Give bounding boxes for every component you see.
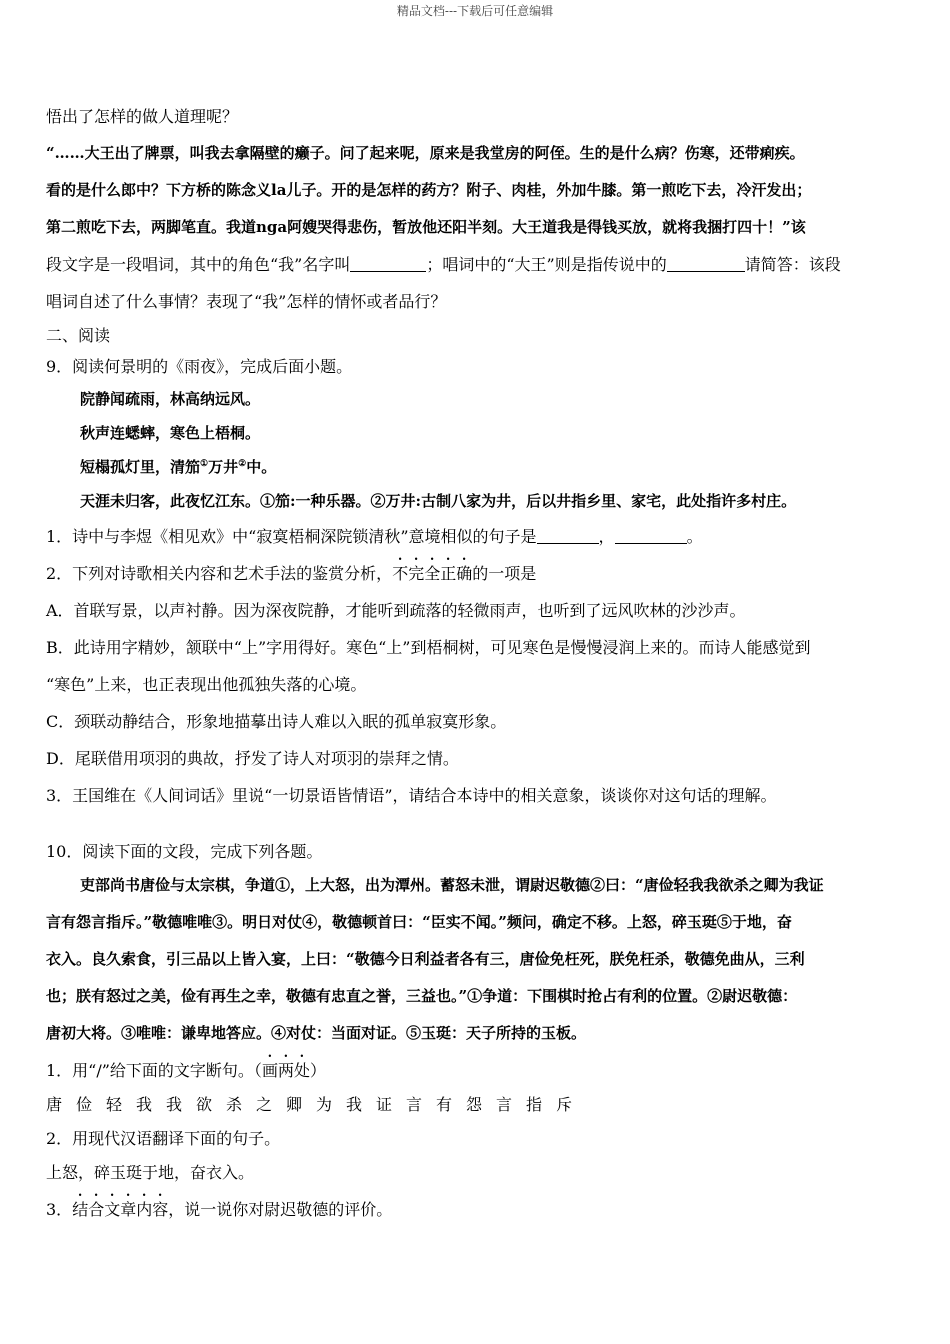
q9-sub1: 1．诗中与李煜《相见欢》中“寂寞梧桐深院锁清秋”意境相似的句子是 ， 。 (46, 527, 703, 546)
spacer (46, 814, 904, 836)
answer-blank-name[interactable] (350, 255, 426, 272)
q9-title: 9．阅读何景明的《雨夜》，完成后面小题。 (46, 357, 353, 376)
intro-question-line-2: 唱词自述了什么事情？表现了“我”怎样的情怀或者品行？ (46, 292, 447, 311)
passage-line-5: 唐初大将。③唯唯：谦卑地答应。④对仗：当面对证。⑤玉珽：天子所持的玉板。 (46, 1024, 587, 1042)
intro-question-line: 段文字是一段唱词，其中的角色“我”名字叫 ；唱词中的“大王”则是指传说中的 请简答：该段 (46, 255, 841, 274)
q10-sub2: 2．用现代汉语翻译下面的句子。 (46, 1129, 281, 1148)
q9-sub3: 3．王国维在《人间词话》里说“一切景语皆情语”，请结合本诗中的相关意象，谈谈你对这句话的理解。 (46, 786, 777, 805)
passage-line-2: 言有怨言指斥。”敬德唯唯③。明日对仗④，敬德顿首曰：“臣实不闻。”频问，确定不移。上怒，碎玉珽⑤于地，奋 (46, 913, 792, 931)
answer-blank-king[interactable] (667, 255, 745, 272)
song-line-1: “……大王出了牌票，叫我去拿隔壁的癞子。问了起来呢，原来是我堂房的阿侄。生的是什么病？伤寒，还带痢疾。 (46, 144, 805, 162)
q10-sub3: 3．结合文章内容，说一说你对尉迟敬德的评价。 (46, 1200, 393, 1219)
song-line-2: 看的是什么郎中？下方桥的陈念义la儿子。开的是怎样的药方？附子、肉桂，外加牛膝。第一煎吃下去，冷汗发出； (46, 181, 812, 199)
option-a: A．首联写景，以声衬静。因为深夜院静，才能听到疏落的轻微雨声，也听到了远风吹林的沙沙声。 (46, 601, 746, 620)
document-body (46, 98, 904, 1225)
option-b: B．此诗用字精妙，颔联中“上”字用得好。寒色“上”到梧桐树，可见寒色是慢慢浸润上来的。而诗人能感觉到 (46, 638, 811, 657)
intro-line: 悟出了怎样的做人道理呢？ (46, 107, 239, 126)
translation-text: 上怒，碎玉珽于地，奋衣入。 (46, 1163, 255, 1182)
q10-title: 10．阅读下面的文段，完成下列各题。 (46, 842, 323, 861)
punctuation-text: 唐俭轻我我欲杀之卿为我证言有怨言指斥 (46, 1095, 587, 1114)
option-d: D．尾联借用项羽的典故，抒发了诗人对项羽的崇拜之情。 (46, 749, 459, 768)
passage-line-1: 吏部尚书唐俭与太宗棋，争道①，上大怒，出为潭州。蓄怒未泄，谓尉迟敬德②曰：“唐俭轻我我欲杀之卿为我证 (80, 876, 824, 894)
passage-line-4: 也；朕有怒过之美，俭有再生之幸，敬德有忠直之誉，三益也。”①争道：下围棋时抢占有利的位置。②尉迟敬德： (46, 987, 798, 1005)
q9-sub2: 2．下列对诗歌相关内容和艺术手法的鉴赏分析，不完全正确的一项是 (46, 564, 537, 583)
poem-line-3: 短榻孤灯里，清笳①万井②中。 (80, 458, 277, 476)
option-c: C．颈联动静结合，形象地描摹出诗人难以入眠的孤单寂寞形象。 (46, 712, 507, 731)
page-header: 精品文档---下载后可任意编辑 (396, 4, 554, 18)
q10-sub1: 1．用“/”给下面的文字断句。（画两处） (46, 1061, 326, 1080)
passage-line-3: 衣入。良久索食，引三品以上皆入宴，上曰：“敬德今日利益者各有三，唐俭免枉死，朕免枉杀，敬德免曲从，三利 (46, 950, 805, 968)
poem-note: 天涯未归客，此夜忆江东。①笳:一种乐器。②万井:古制八家为井，后以井指乡里、家宅，此处指许多村庄。 (80, 492, 797, 510)
section-heading: 二、阅读 (46, 326, 111, 345)
poem-line-1: 院静闻疏雨，林高纳远风。 (80, 390, 261, 408)
answer-blank-2[interactable] (615, 527, 687, 544)
option-b-cont: “寒色”上来，也正表现出他孤独失落的心境。 (46, 675, 367, 694)
song-line-3: 第二煎吃下去，两脚笔直。我道nga阿嫂哭得悲伤，暂放他还阳半刻。大王道我是得钱买放，就将我捆打四十！”该 (46, 218, 806, 236)
answer-blank-1[interactable] (537, 527, 599, 544)
poem-line-2: 秋声连蟋蟀，寒色上梧桐。 (80, 424, 261, 442)
